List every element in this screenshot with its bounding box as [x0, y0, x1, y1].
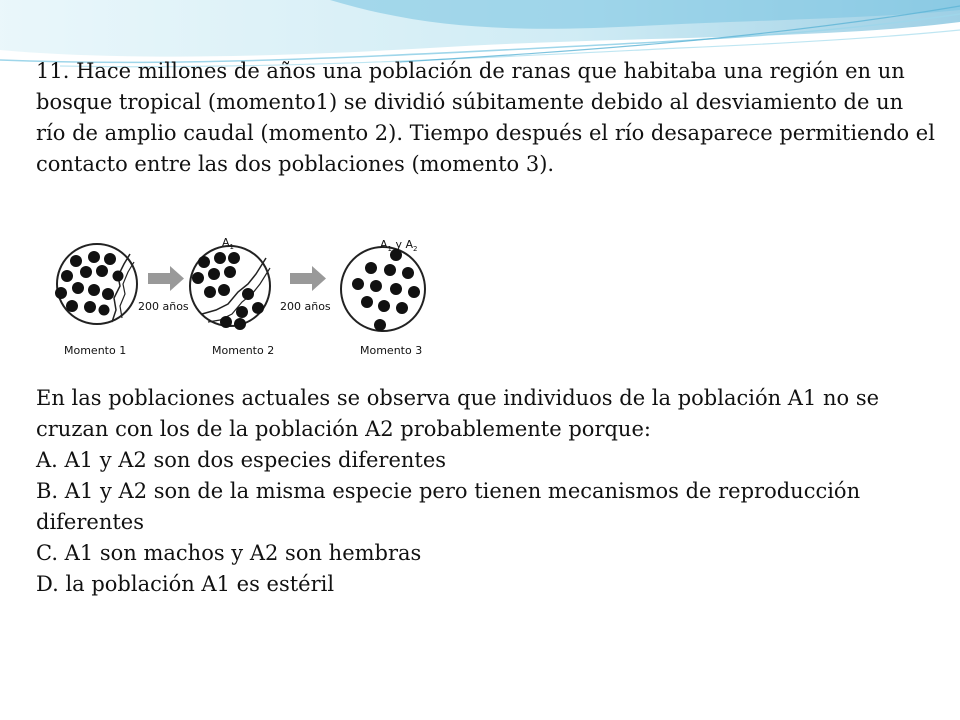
- option-c: C. A1 son machos y A2 son hembras: [36, 541, 422, 565]
- question-text: 11. Hace millones de años una población de ranas que habitaba una región en un bosque tropical (momento1) se dividió súbitamente debido al desviamiento de un río de amplio caudal (momento 2). Tiempo después el río desaparece permitiendo el contacto entre las dos poblaciones (momento 3).: [36, 59, 935, 176]
- moment-1-label: Momento 1: [64, 344, 127, 357]
- moment-1-population-circle: [55, 244, 137, 324]
- moment-2-label: Momento 2: [212, 344, 275, 357]
- answer-options: [36, 445, 936, 600]
- option-d: D. la población A1 es estéril: [36, 572, 335, 596]
- arrow-1: [148, 266, 184, 291]
- option-a: A. A1 y A2 son dos especies diferentes: [36, 448, 447, 472]
- moment-3-label: Momento 3: [360, 344, 423, 357]
- arrow-1-label: 200 años: [138, 300, 189, 313]
- moment-3-population-circle: [341, 247, 425, 331]
- question-stem: En las poblaciones actuales se observa que individuos de la población A1 no se cruzan con los de la población A2 probablemente porque:: [36, 386, 880, 441]
- arrow-2: [290, 266, 326, 291]
- a1-a2-label: $A_1$ y $A_2$: [380, 238, 418, 253]
- moment-2-population-circle: [190, 246, 270, 330]
- answers-block: [36, 383, 936, 600]
- speciation-diagram: [34, 214, 497, 364]
- option-b: B. A1 y A2 son de la misma especie pero tienen mecanismos de reproducción diferentes: [36, 479, 861, 534]
- arrow-2-label: 200 años: [280, 300, 331, 313]
- a1-label: $A_1$: [222, 236, 234, 251]
